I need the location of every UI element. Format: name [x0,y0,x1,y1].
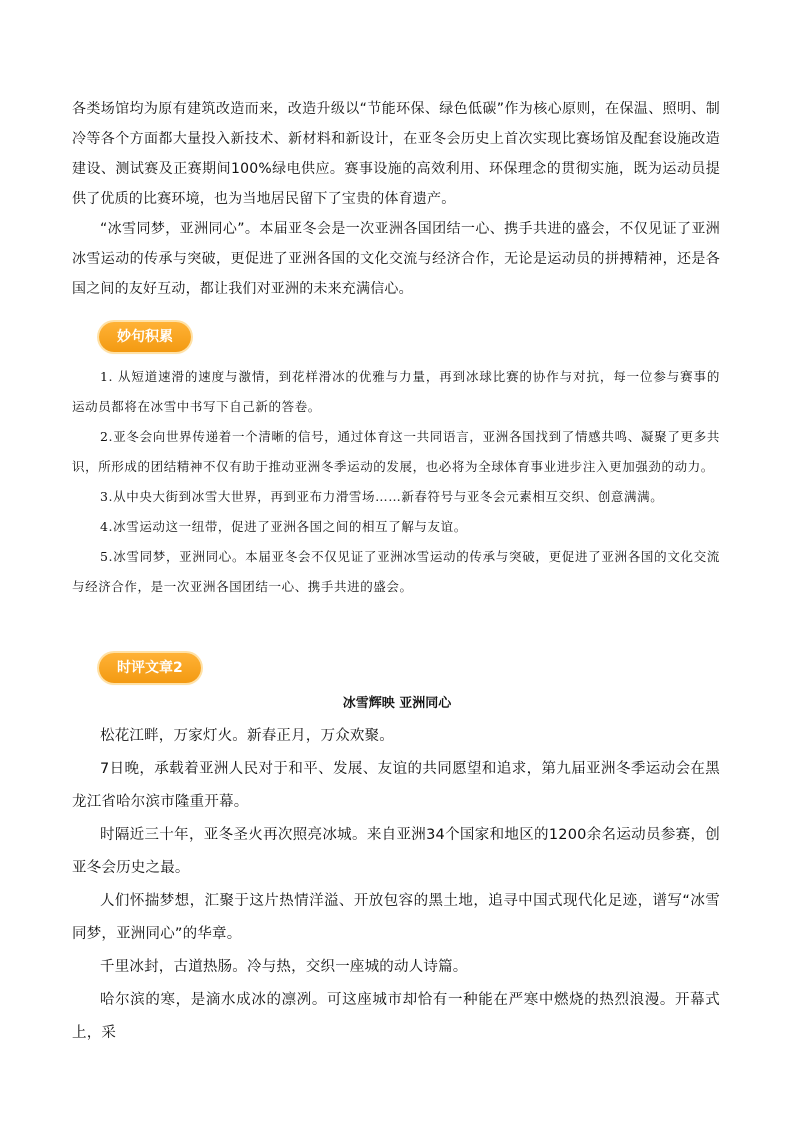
article-paragraph-5: 千里冰封，古道热肠。冷与热，交织一座城的动人诗篇。 [100,959,468,975]
intro-section [72,94,720,304]
section-badge-quotes: 妙句积累 [99,322,191,352]
article-paragraph-1: 松花江畔，万家灯火。新春正月，万众欢聚。 [100,728,394,744]
section-badge-article: 时评文章2 [99,653,201,683]
intro-paragraph-1: 各类场馆均为原有建筑改造而来，改造升级以“节能环保、绿色低碳”作为核心原则，在保温、照明、制冷等各个方面都大量投入新技术、新材料和新设计，在亚冬会历史上首次实现比赛场馆及配套设施改造建设、测试赛及正赛期间100%绿电供应。赛事设施的高效利用、环保理念的贯彻实施，既为运动员提供了优质的比赛环境，也为当地居民留下了宝贵的体育遗产。 [72,101,720,207]
article-paragraph-6: 哈尔滨的寒，是滴水成冰的凛冽。可这座城市却恰有一种能在严寒中燃烧的热烈浪漫。开幕式上，采 [72,992,720,1041]
quote-item-2: 2.亚冬会向世界传递着一个清晰的信号，通过体育这一共同语言，亚洲各国找到了情感共鸣、凝聚了更多共识，所形成的团结精神不仅有助于推动亚洲冬季运动的发展，也必将为全球体育事业进步注入更加强劲的动力。 [72,429,720,474]
article-title: 冰雪辉映 亚洲同心 [342,696,452,711]
intro-paragraph-2: “冰雪同梦，亚洲同心”。本届亚冬会是一次亚洲各国团结一心、携手共进的盛会，不仅见证了亚洲冰雪运动的传承与突破，更促进了亚洲各国的文化交流与经济合作，无论是运动员的拼搏精神，还是各国之间的友好互动，都让我们对亚洲的未来充满信心。 [72,221,720,297]
quote-item-1: 1. 从短道速滑的速度与激情，到花样滑冰的优雅与力量，再到冰球比赛的协作与对抗，每一位参与赛事的运动员都将在冰雪中书写下自己新的答卷。 [72,369,720,414]
article-paragraph-3: 时隔近三十年，亚冬圣火再次照亮冰城。来自亚洲34个国家和地区的1200余名运动员参赛，创亚冬会历史之最。 [72,827,720,876]
article-body [72,720,720,1050]
article-paragraph-2: 7日晚，承载着亚洲人民对于和平、发展、友谊的共同愿望和追求，第九届亚洲冬季运动会在黑龙江省哈尔滨市隆重开幕。 [72,761,720,810]
article-paragraph-4: 人们怀揣梦想，汇聚于这片热情洋溢、开放包容的黑土地，追寻中国式现代化足迹，谱写“冰雪同梦，亚洲同心”的华章。 [72,893,720,942]
quote-item-3: 3.从中央大街到冰雪大世界，再到亚布力滑雪场……新春符号与亚冬会元素相互交织、创意满满。 [100,489,664,504]
quote-item-4: 4.冰雪运动这一纽带，促进了亚洲各国之间的相互了解与友谊。 [100,519,467,534]
quote-item-5: 5.冰雪同梦，亚洲同心。本届亚冬会不仅见证了亚洲冰雪运动的传承与突破，更促进了亚洲各国的文化交流与经济合作，是一次亚洲各国团结一心、携手共进的盛会。 [72,549,720,594]
quotes-list [72,362,720,602]
